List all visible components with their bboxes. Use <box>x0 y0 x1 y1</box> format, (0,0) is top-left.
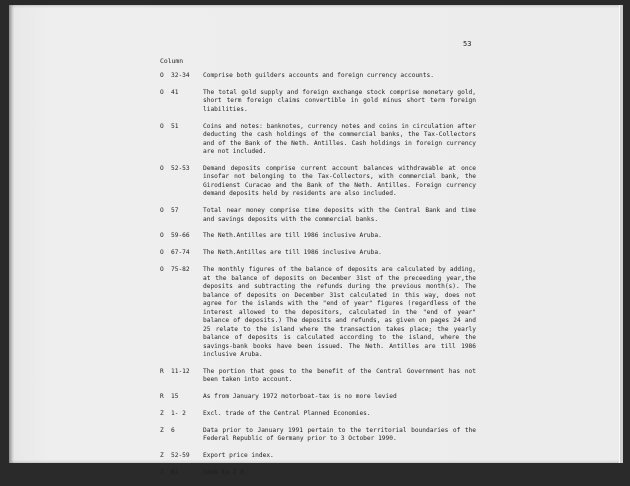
note-range: 67-74 <box>171 249 190 257</box>
note-code: O <box>160 249 164 257</box>
note-code: Z <box>160 409 164 417</box>
note-item <box>160 89 476 115</box>
note-code: O <box>160 207 164 215</box>
note-item <box>160 72 476 81</box>
document-page <box>9 5 623 476</box>
notes-list <box>160 72 476 486</box>
note-code: Z <box>160 452 164 460</box>
note-item <box>160 368 476 385</box>
note-range: 32-34 <box>171 72 190 79</box>
note-range: 59-66 <box>171 232 190 240</box>
note-code: Z <box>160 468 164 476</box>
note-text: The Neth.Antilles are till 1986 inclusive Aruba. <box>203 232 382 240</box>
note-text: Comprise both guilders accounts and foreign currency accounts. <box>203 72 434 79</box>
note-range: 1- 2 <box>171 409 186 417</box>
note-code: R <box>160 367 164 375</box>
note-text: Total near money comprise time deposits with the Central Bank and time and savings deposits with the commercial banks. <box>203 207 476 223</box>
note-range: 52-59 <box>171 452 190 460</box>
note-text: The portion that goes to the benefit of the Central Government has not been taken into account. <box>203 367 476 384</box>
note-range: 41 <box>171 88 179 96</box>
note-range: 57 <box>171 207 179 215</box>
note-text: Coins and notes: banknotes, currency notes and coins in circulation after deducting the cash holdings of the commercial banks, the Tax-Collectors and of the Bank of the Neth. Antilles. Cash holdings in foreign currency are not included. <box>203 122 476 156</box>
note-text: The Neth.Antilles are till 1986 inclusive Aruba. <box>203 249 382 257</box>
note-text: Export price index. <box>203 452 274 460</box>
note-item <box>160 393 476 402</box>
note-range: 11-12 <box>171 367 190 375</box>
note-code: O <box>160 122 164 130</box>
note-range: 51 <box>171 122 179 130</box>
note-text: Data prior to January 1991 pertain to the territorial boundaries of the Federal Republic of Germany prior to 3 October 1990. <box>203 426 476 443</box>
page-edge <box>619 5 623 463</box>
note-item <box>160 452 476 461</box>
note-code: O <box>160 88 164 96</box>
note-code: O <box>160 164 164 172</box>
note-item <box>160 249 476 258</box>
note-text: Idem to Z 6. <box>203 468 248 476</box>
note-range: 6 <box>171 426 175 434</box>
note-item <box>160 469 476 478</box>
note-range: 75-82 <box>171 266 190 274</box>
note-code: R <box>160 393 164 401</box>
note-range: 15 <box>171 393 179 401</box>
note-item <box>160 266 476 360</box>
note-code: O <box>160 72 164 79</box>
note-item <box>160 427 476 444</box>
note-text: The monthly figures of the balance of deposits are calculated by adding, at the balance of deposits on December 31st of the preceeding year,the deposits and subtracting the refunds during the previous month(s). The balance of deposits on December 31st calculated in this way, does not agree for the islands with the "end of year" figures (regardless of the interest allowed to the depositors, calculated in the "end of year" balance of deposits.) The deposits and refunds, as given on pages 24 and 25 relate to the island where the transaction takes place; the yearly balance of deposits is calculated according to the island, where the savings-bank books have been issued. The Neth. Antilles are till 1986 inclusive Aruba. <box>203 266 476 359</box>
note-item <box>160 165 476 199</box>
note-item <box>160 123 476 157</box>
note-text: Demand deposits comprise current account balances withdrawable at once insofar not belonging to the Tax-Collectors, with commercial bank, the Girodienst Curacao and the Bank of the Neth. Antilles. Foreign currency demand deposits held by residents are also included. <box>203 164 476 198</box>
note-range: 61 <box>171 468 179 476</box>
note-text: As from January 1972 motorboat-tax is no more levied <box>203 393 397 401</box>
note-code: Z <box>160 426 164 434</box>
note-item <box>160 232 476 241</box>
note-item <box>160 410 476 419</box>
page-number: 53 <box>463 40 472 48</box>
note-item <box>160 207 476 224</box>
column-heading: Column <box>160 57 184 65</box>
note-code: O <box>160 266 164 274</box>
note-text: The total gold supply and foreign exchange stock comprise monetary gold, short term foreign claims convertible in gold minus short term foreign liabilities. <box>203 88 476 113</box>
note-code: O <box>160 232 164 240</box>
note-text: Excl. trade of the Central Planned Economies. <box>203 409 371 417</box>
note-range: 52-53 <box>171 164 190 172</box>
